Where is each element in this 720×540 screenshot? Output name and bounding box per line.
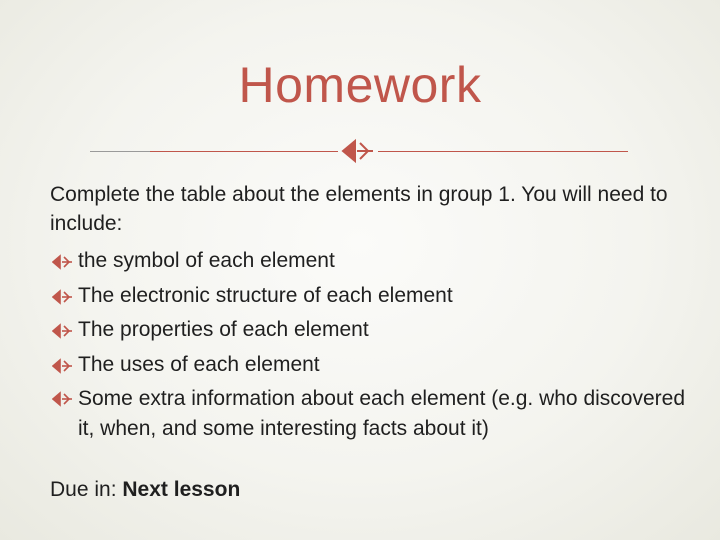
title-divider-left xyxy=(150,151,338,152)
arrow-feather-icon xyxy=(52,254,74,270)
arrow-feather-icon xyxy=(52,358,74,374)
list-item xyxy=(50,348,690,383)
list-item xyxy=(50,279,690,314)
bullet-text: The electronic structure of each element xyxy=(78,283,453,307)
bullet-text: Some extra information about each element (e.g. who discovered it, when, and some interesting facts about it) xyxy=(78,387,686,440)
arrow-feather-icon xyxy=(52,391,74,407)
slide-body xyxy=(50,180,690,444)
title-divider-left-accent xyxy=(90,151,150,152)
bullet-list xyxy=(50,244,690,444)
list-item xyxy=(50,244,690,279)
due-value: Next lesson xyxy=(122,478,241,501)
arrow-feather-icon xyxy=(340,138,376,164)
arrow-feather-icon xyxy=(52,323,74,339)
due-label: Due in: xyxy=(50,478,117,501)
due-line xyxy=(50,478,240,502)
list-item xyxy=(50,313,690,348)
list-item xyxy=(50,384,690,444)
bullet-text: The uses of each element xyxy=(78,352,320,376)
title-divider-right xyxy=(378,151,628,152)
arrow-feather-icon xyxy=(52,289,74,305)
bullet-text: The properties of each element xyxy=(78,318,369,341)
bullet-text: the symbol of each element xyxy=(78,249,335,272)
slide-title: Homework xyxy=(238,57,482,113)
intro-text: Complete the table about the elements in group 1. You will need to include: xyxy=(50,183,668,235)
